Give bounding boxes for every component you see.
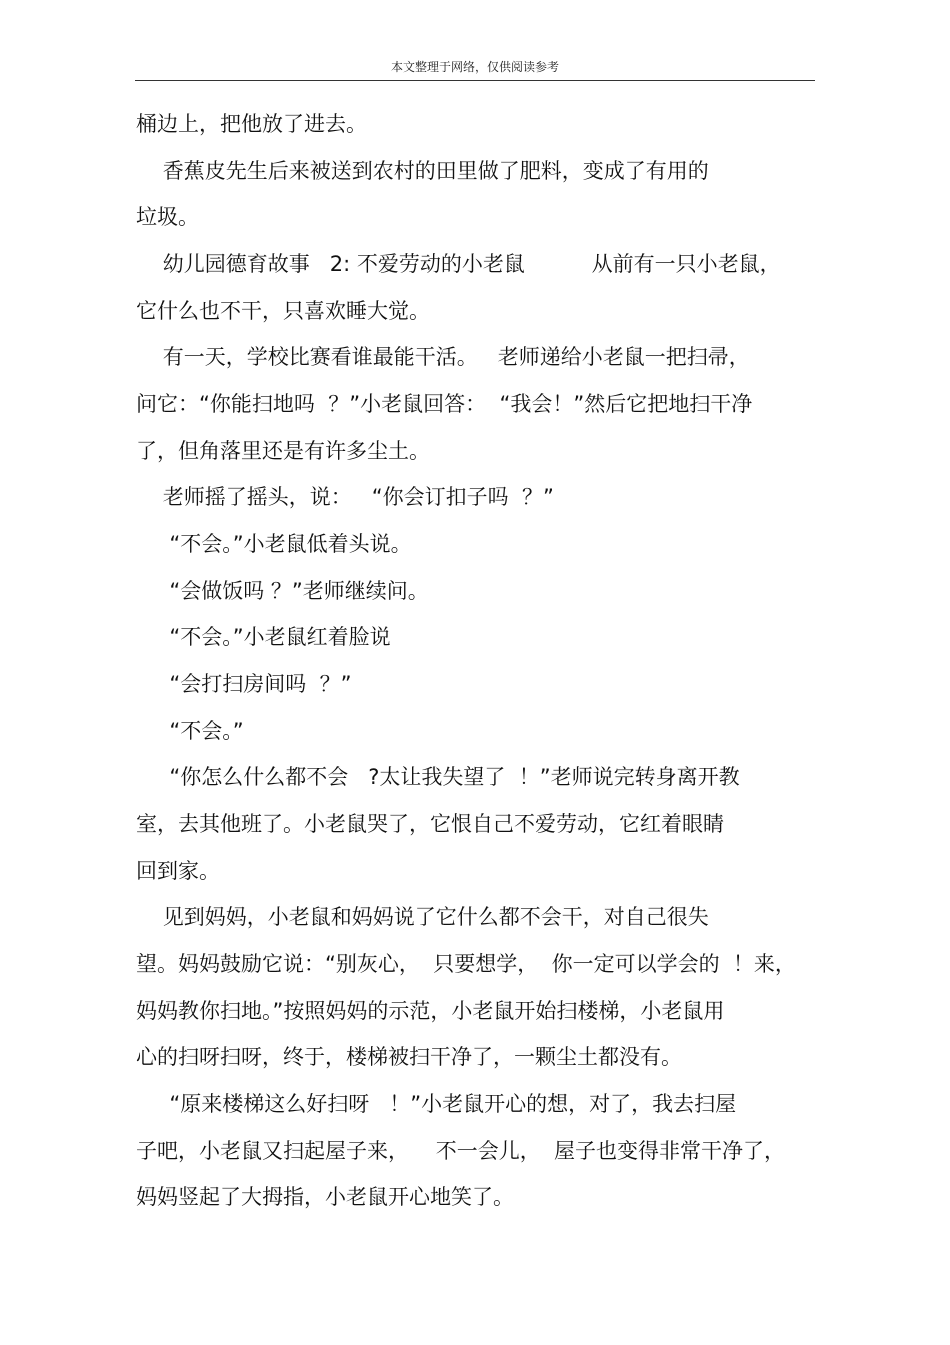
- page-header: 本文整理于网络，仅供阅读参考: [390, 60, 559, 74]
- text-line: 子吧，小老鼠又扫起屋子来， 不一会儿， 屋子也变得非常干净了，: [136, 1139, 786, 1163]
- text-line: 回到家。: [136, 859, 220, 883]
- text-line: “你怎么什么都不会 ?太让我失望了 ！”老师说完转身离开教: [136, 765, 740, 789]
- text-line: “不会。”小老鼠低着头说。: [136, 532, 412, 556]
- text-line: 室，去其他班了。小老鼠哭了，它恨自己不爱劳动，它红着眼睛: [136, 812, 724, 836]
- text-line: 妈妈教你扫地。”按照妈妈的示范，小老鼠开始扫楼梯，小老鼠用: [136, 999, 725, 1023]
- text-line: 有一天，学校比赛看谁最能干活。 老师递给小老鼠一把扫帚，: [136, 345, 750, 369]
- text-line: 桶边上，把他放了进去。: [136, 112, 367, 136]
- header-divider: [135, 80, 815, 81]
- text-line: 垃圾。: [136, 205, 199, 229]
- text-line: 了，但角落里还是有许多尘土。: [136, 439, 430, 463]
- text-line: “会做饭吗 ？”老师继续问。: [136, 579, 429, 603]
- text-line: 妈妈竖起了大拇指，小老鼠开心地笑了。: [136, 1185, 514, 1209]
- text-line: 心的扫呀扫呀，终于，楼梯被扫干净了，一颗尘土都没有。: [136, 1045, 682, 1069]
- text-line: 幼儿园德育故事 2: 不爱劳动的小老鼠 从前有一只小老鼠，: [136, 252, 781, 276]
- text-line: 香蕉皮先生后来被送到农村的田里做了肥料，变成了有用的: [136, 159, 709, 183]
- text-line: 望。妈妈鼓励它说：“别灰心， 只要想学， 你一定可以学会的 ！来，: [136, 952, 796, 976]
- text-line: “会打扫房间吗 ？”: [136, 672, 352, 696]
- text-line: 老师摇了摇头，说： “你会订扣子吗 ？”: [136, 485, 554, 509]
- text-line: “原来楼梯这么好扫呀 ！”小老鼠开心的想，对了，我去扫屋: [136, 1092, 737, 1116]
- text-line: “不会。”: [136, 719, 244, 743]
- text-line: 见到妈妈，小老鼠和妈妈说了它什么都不会干，对自己很失: [136, 905, 709, 929]
- text-line: 它什么也不干，只喜欢睡大觉。: [136, 299, 430, 323]
- text-line: “不会。”小老鼠红着脸说: [136, 625, 391, 649]
- text-line: 问它：“你能扫地吗 ？”小老鼠回答： “我会！”然后它把地扫干净: [136, 392, 753, 416]
